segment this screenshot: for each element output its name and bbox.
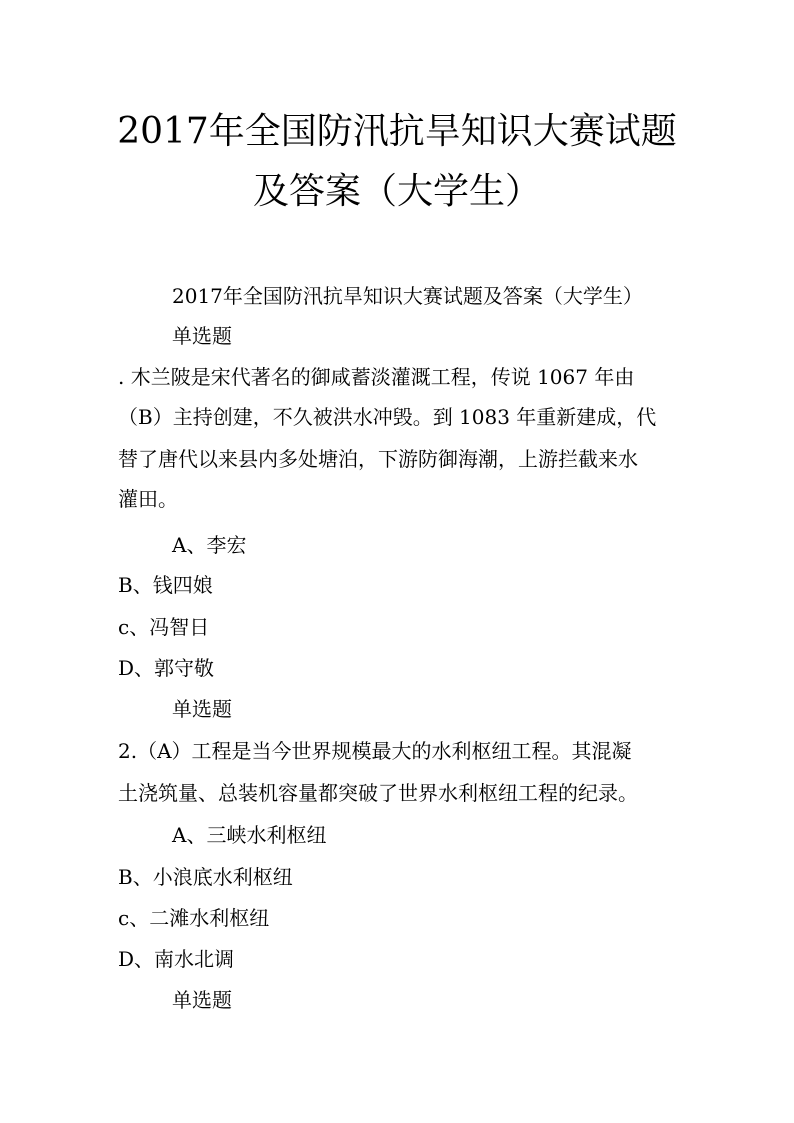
question-text-line: . 木兰陂是宋代著名的御咸蓄淡灌溉工程，传说 1067 年由	[118, 365, 635, 389]
answer-option: D、南水北调	[118, 947, 235, 971]
question-text-line: 替了唐代以来县内多处塘泊，下游防御海潮，上游拦截来水	[118, 447, 638, 471]
answer-option: A、李宏	[172, 533, 247, 557]
answer-option: B、钱四娘	[118, 573, 213, 597]
document-title-line-1: 2017年全国防汛抗旱知识大赛试题	[117, 111, 677, 152]
question-type-label: 单选题	[172, 988, 232, 1012]
answer-option: A、三峡水利枢纽	[172, 823, 327, 847]
question-type-label: 单选题	[172, 697, 232, 721]
answer-option: c、二滩水利枢纽	[118, 906, 270, 930]
document-title-line-2: 及答案（大学生）	[252, 171, 541, 212]
question-text-line: 土浇筑量、总装机容量都突破了世界水利枢纽工程的纪录。	[118, 781, 638, 805]
question-text-line: （B）主持创建，不久被洪水冲毁。到 1083 年重新建成，代	[118, 405, 657, 429]
question-text-line: 2.（A）工程是当今世界规模最大的水利枢纽工程。其混凝	[118, 739, 632, 763]
question-type-label: 单选题	[172, 324, 232, 348]
document-subtitle: 2017年全国防汛抗旱知识大赛试题及答案（大学生）	[172, 284, 643, 308]
question-text-line: 灌田。	[118, 487, 178, 511]
answer-option: B、小浪底水利枢纽	[118, 865, 293, 889]
answer-option: D、郭守敬	[118, 656, 215, 680]
answer-option: c、冯智日	[118, 615, 210, 639]
